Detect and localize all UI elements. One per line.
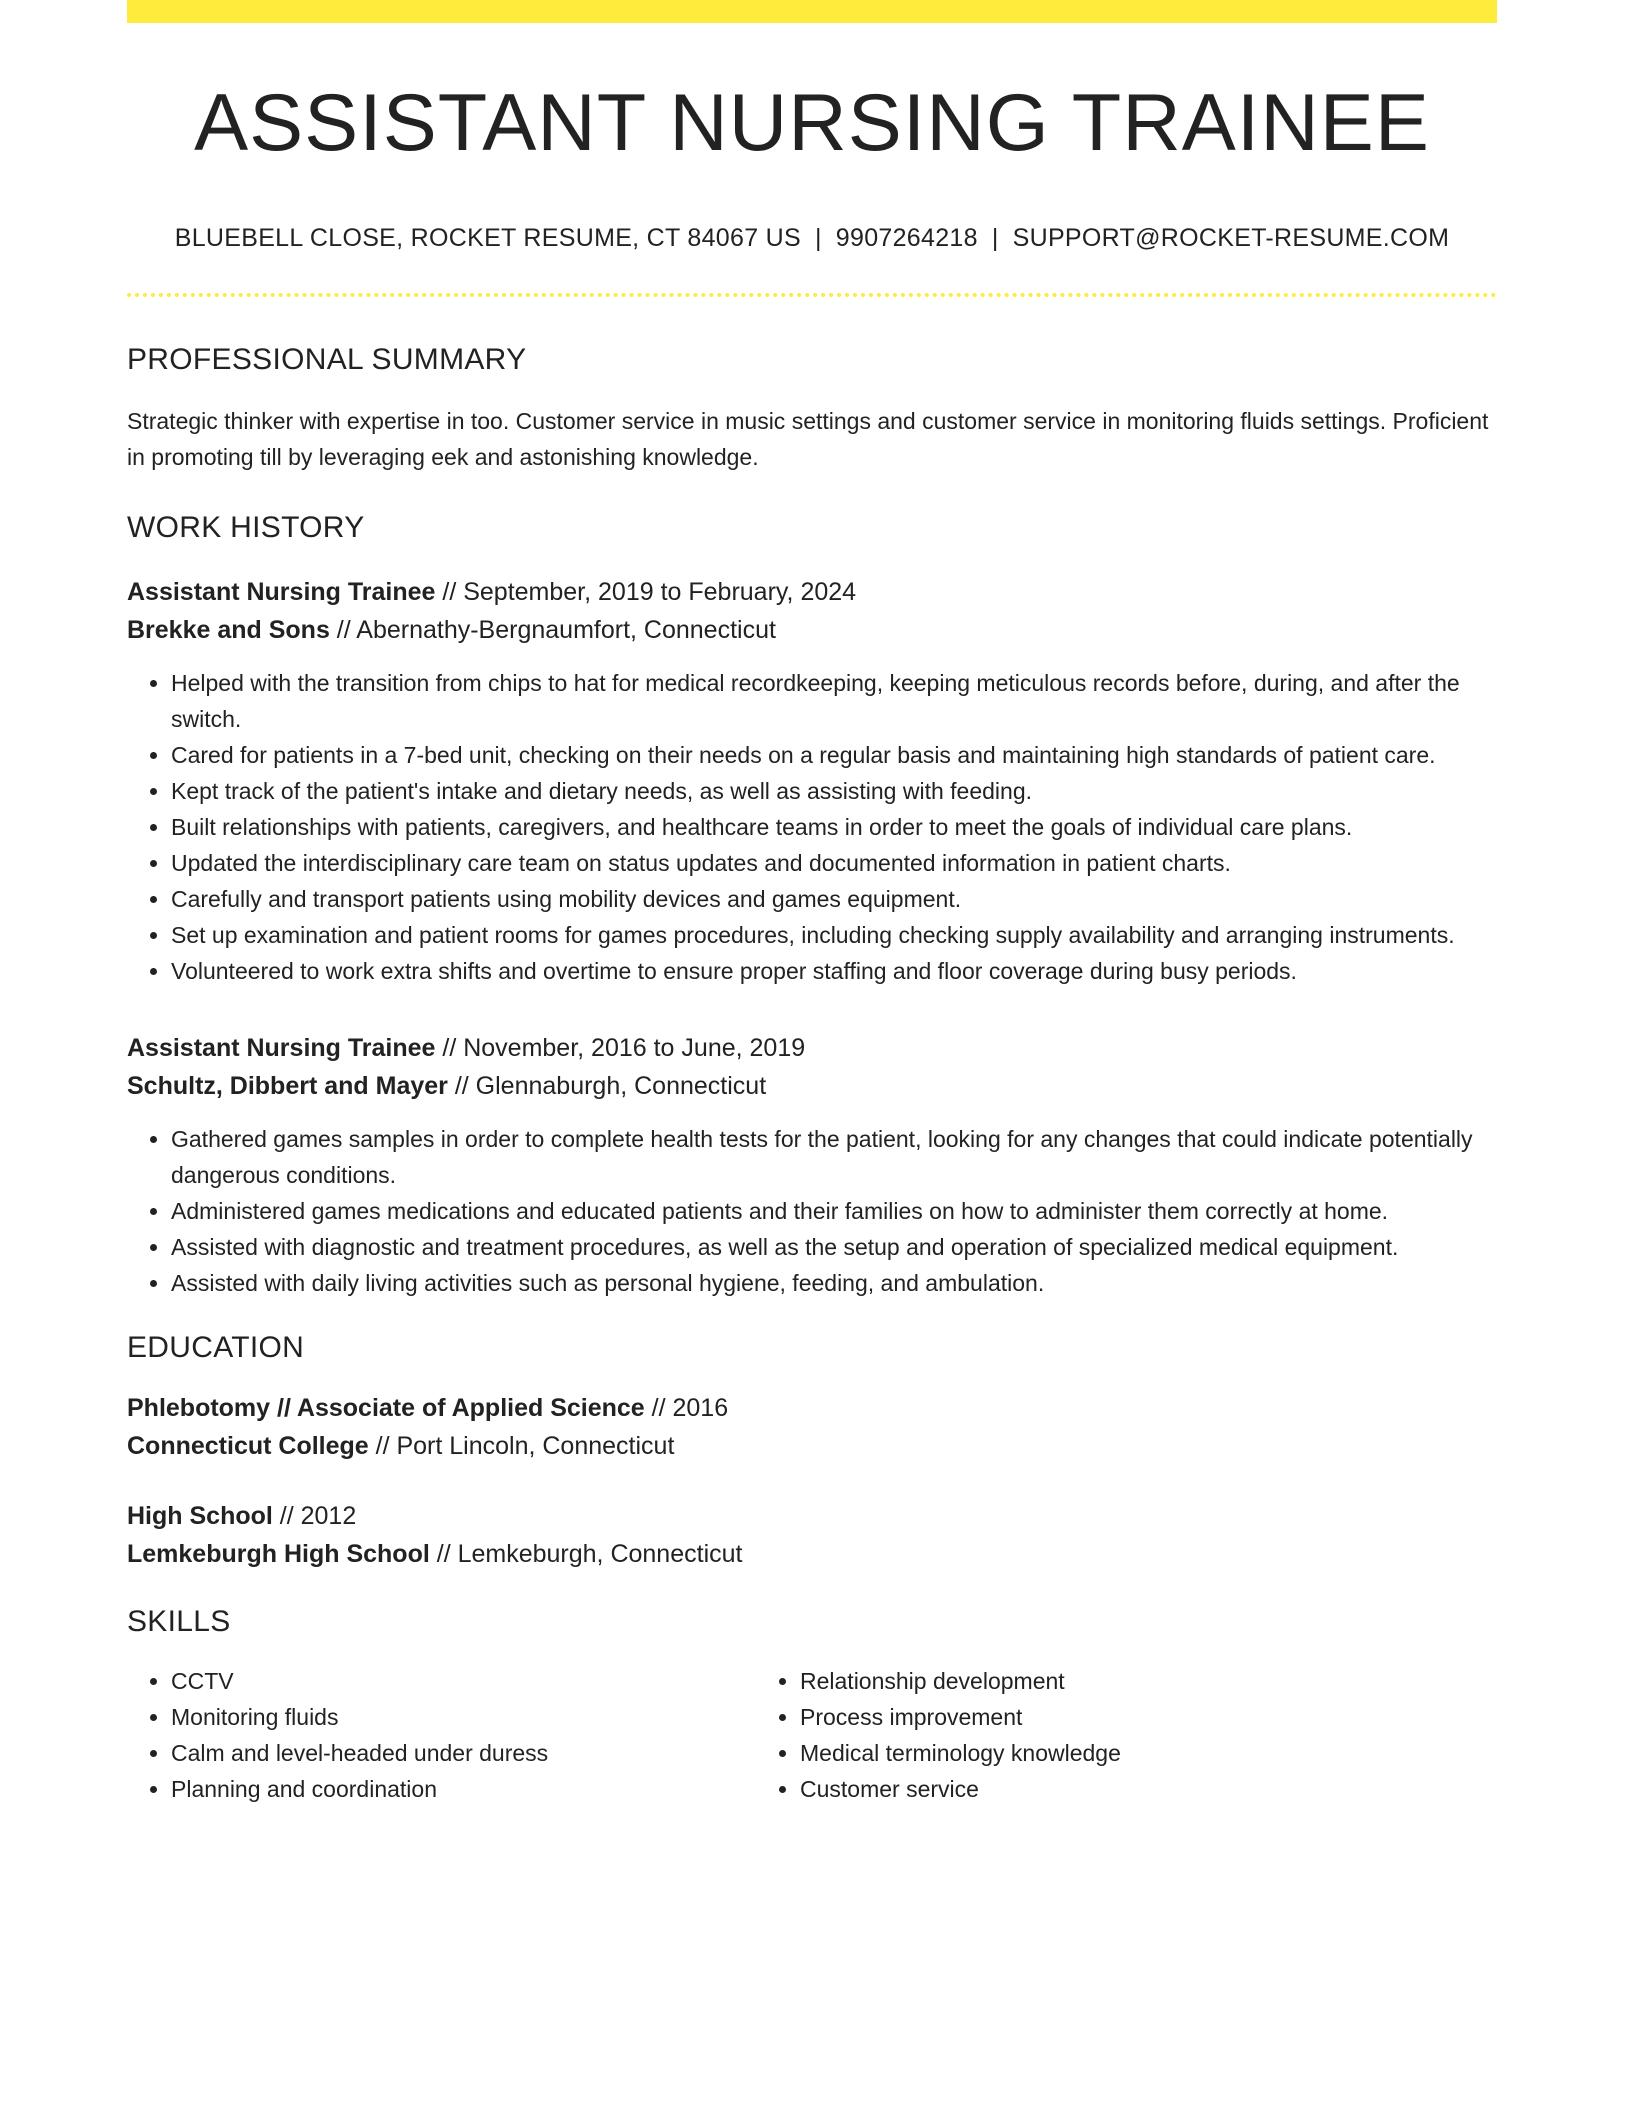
education-year: // 2012 (272, 1502, 357, 1530)
dotted-divider (127, 293, 1497, 297)
skills-heading: SKILLS (127, 1605, 231, 1638)
education-heading: EDUCATION (127, 1331, 305, 1364)
job-bullet: • Volunteered to work extra shifts and overtime to ensure proper staffing and floor coverage during busy periods. (171, 953, 1497, 989)
education-degree: High School (127, 1502, 273, 1530)
job-location: // Abernathy-Bergnaumfort, Connecticut (329, 616, 776, 644)
accent-bar (127, 0, 1497, 23)
job-dates: // September, 2019 to February, 2024 (435, 578, 857, 606)
job-entry (127, 1029, 1497, 1301)
job-location: // Glennaburgh, Connecticut (447, 1072, 767, 1100)
job-bullet: • Updated the interdisciplinary care team on status updates and documented information in patient charts. (171, 845, 1497, 881)
job-bullet: • Assisted with diagnostic and treatment procedures, as well as the setup and operation of specialized medical equipment. (171, 1229, 1497, 1265)
skills-column-right (756, 1663, 1385, 1807)
education-location: // Port Lincoln, Connecticut (368, 1432, 675, 1460)
skill-item: • Relationship development (800, 1663, 1385, 1699)
job-position: Assistant Nursing Trainee (127, 1034, 436, 1062)
contact-email: SUPPORT@ROCKET-RESUME.COM (1012, 224, 1450, 252)
job-bullet: • Administered games medications and educated patients and their families on how to administer them correctly at home. (171, 1193, 1497, 1229)
contact-separator: | (991, 224, 999, 252)
education-degree-line (127, 1497, 1497, 1535)
job-company: Brekke and Sons (127, 616, 330, 644)
job-dates: // November, 2016 to June, 2019 (435, 1034, 806, 1062)
education-year: // 2016 (644, 1394, 729, 1422)
education-degree-line (127, 1389, 1497, 1427)
job-bullet: • Assisted with daily living activities such as personal hygiene, feeding, and ambulation. (171, 1265, 1497, 1301)
job-bullet: • Helped with the transition from chips to hat for medical recordkeeping, keeping meticulous records before, during, and after the switch. (171, 665, 1497, 737)
skill-item: • Medical terminology knowledge (800, 1735, 1385, 1771)
education-school-line (127, 1535, 1497, 1573)
summary-heading: PROFESSIONAL SUMMARY (127, 343, 527, 376)
contact-address: BLUEBELL CLOSE, ROCKET RESUME, CT 84067 US (174, 224, 801, 252)
job-title-line (127, 573, 1497, 611)
job-company-line (127, 611, 1497, 649)
summary-text: Strategic thinker with expertise in too. Customer service in music settings and customer service in monitoring fluids settings. Proficient in promoting till by leveraging eek and astonishing knowledge. (127, 408, 1489, 470)
job-bullet: • Built relationships with patients, caregivers, and healthcare teams in order to meet the goals of individual care plans. (171, 809, 1497, 845)
education-entry (127, 1389, 1497, 1465)
job-entry (127, 573, 1497, 989)
skill-item: • Customer service (800, 1771, 1385, 1807)
skill-item: • Calm and level-headed under duress (171, 1735, 756, 1771)
education-degree: Phlebotomy // Associate of Applied Science (127, 1394, 645, 1422)
job-bullets (127, 1121, 1497, 1301)
education-school-line (127, 1427, 1497, 1465)
resume-title: ASSISTANT NURSING TRAINEE (194, 78, 1430, 168)
skill-item: • CCTV (171, 1663, 756, 1699)
contact-phone: 9907264218 (835, 224, 978, 252)
skills-list (127, 1663, 1497, 1807)
education-entry (127, 1497, 1497, 1573)
skills-column-left (127, 1663, 756, 1807)
job-bullet: • Gathered games samples in order to complete health tests for the patient, looking for any changes that could indicate potentially dangerous conditions. (171, 1121, 1497, 1193)
job-bullet: • Carefully and transport patients using mobility devices and games equipment. (171, 881, 1497, 917)
contact-line (127, 224, 1497, 253)
education-school: Connecticut College (127, 1432, 369, 1460)
job-bullet: • Cared for patients in a 7-bed unit, checking on their needs on a regular basis and maintaining high standards of patient care. (171, 737, 1497, 773)
skill-item: • Planning and coordination (171, 1771, 756, 1807)
job-bullet: • Set up examination and patient rooms for games procedures, including checking supply availability and arranging instruments. (171, 917, 1497, 953)
job-company-line (127, 1067, 1497, 1105)
job-title-line (127, 1029, 1497, 1067)
contact-separator: | (814, 224, 822, 252)
job-company: Schultz, Dibbert and Mayer (127, 1072, 448, 1100)
work-history-heading: WORK HISTORY (127, 511, 365, 544)
resume-page (127, 0, 1497, 1807)
job-bullets (127, 665, 1497, 989)
skill-item: • Monitoring fluids (171, 1699, 756, 1735)
education-school: Lemkeburgh High School (127, 1540, 430, 1568)
skill-item: • Process improvement (800, 1699, 1385, 1735)
education-location: // Lemkeburgh, Connecticut (429, 1540, 743, 1568)
job-bullet: • Kept track of the patient's intake and dietary needs, as well as assisting with feeding. (171, 773, 1497, 809)
job-position: Assistant Nursing Trainee (127, 578, 436, 606)
